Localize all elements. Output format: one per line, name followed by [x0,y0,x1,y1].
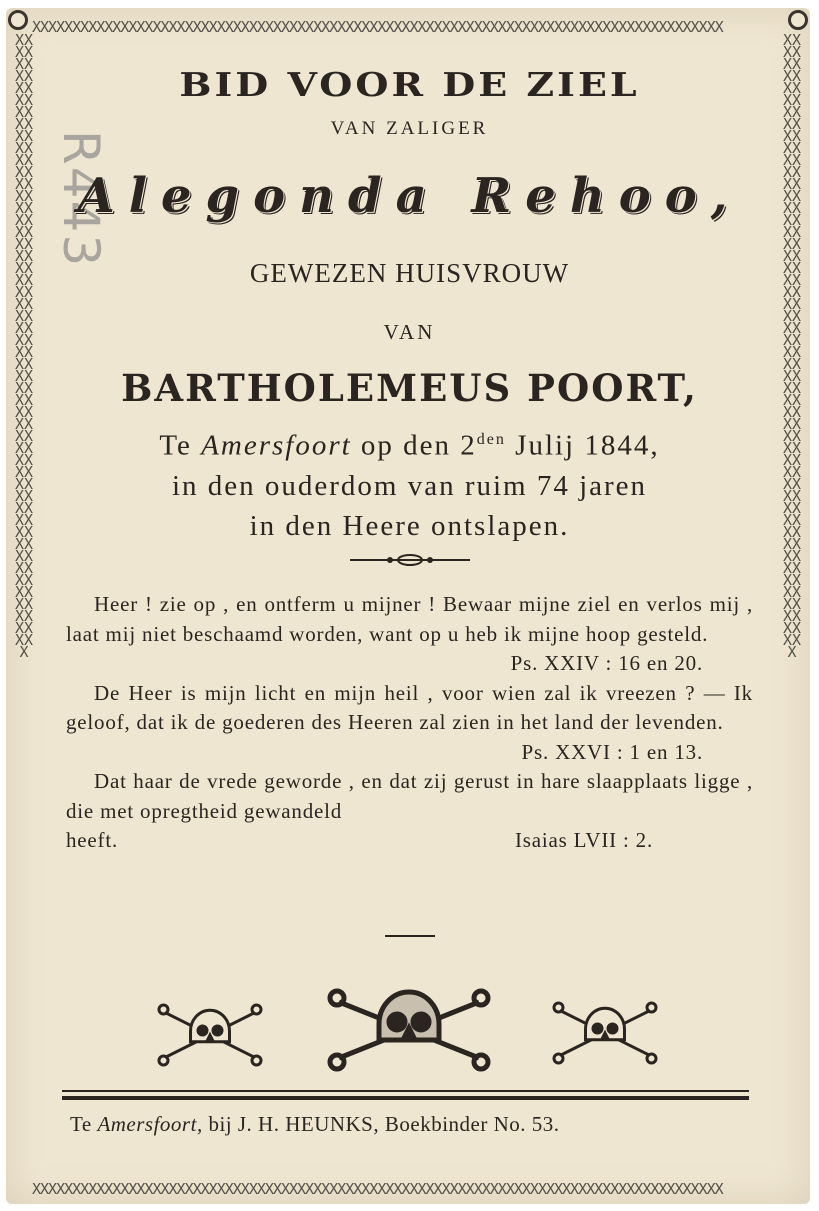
verse-reference: Ps. XXVI : 1 en 13. [521,739,703,764]
van-line: VAN [383,320,436,344]
verse-reference: Ps. XXIV : 16 en 20. [510,651,703,675]
age-line: in den ouderdom van ruim 74 jaren [171,469,648,502]
lace-border-left: XXXXXXXXXXXXXXXXXXXXXXXXXXXXXXXXXXXXXXXXXXXXXXXXXXXXXXXXXXXXXXXXXXXXXXXXXXXXXXXXXXXXXXXXXXXXXXXXXXXXXXX [14,34,34,661]
lace-border-top: XXXXXXXXXXXXXXXXXXXXXXXXXXXXXXXXXXXXXXXXXXXXXXXXXXXXXXXXXXXXXXXXXXXXXXXXXXXXXXXXXXXXXX [32,18,723,36]
verse-text: Dat haar de vrede geworde , en dat zij gerust in hare slaapplaats ligge , die met opregtheid gewandeld [66,769,753,823]
scripture-verses [66,590,753,856]
place-name: Amersfoort [201,429,352,462]
verse-text: De Heer is mijn licht en mijn heil , voor wien zal ik vreezen ? — Ik geloof, dat ik de goederen des Heeren zal zien in het land der levenden. [66,680,753,734]
widow-line: GEWEZEN HUISVROUW [249,258,570,288]
subtitle-van-zaliger: VAN ZALIGER [330,118,489,139]
verse-final-line: heeft. Isaias LVII : 2. [66,826,753,856]
verse-reference: Isaias LVII : 2. [515,828,653,852]
skull-crossbones-icon [554,1003,656,1063]
date-line: Te Amersfoort op den $2^{den}$ Julij 1844, [159,429,660,462]
deceased-name: Alegonda Rehoo, [77,168,742,224]
divider-ornament [60,550,759,570]
thick-rule [62,1096,749,1100]
corner-ornament [788,10,808,30]
printer-imprint: Te Amersfoort, bij J. H. HEUNKS, Boekbinder No. 53. [70,1112,560,1136]
verse-text: Heer ! zie op , en ontferm u mijner ! Bewaar mijne ziel en verlos mij , laat mij niet beschaamd worden, want op u heb ik mijne hoop gesteld. [66,592,753,646]
title-heading: BID VOOR DE ZIEL [179,65,640,104]
corner-ornament [8,10,28,30]
husband-name: BARTHOLEMEUS POORT, [121,366,698,410]
skull-crossbones-icon [330,991,488,1069]
skull-crossbones-row [150,985,669,1075]
lace-border-right: XXXXXXXXXXXXXXXXXXXXXXXXXXXXXXXXXXXXXXXXXXXXXXXXXXXXXXXXXXXXXXXXXXXXXXXXXXXXXXXXXXXXXXXXXXXXXXXXXXXXXXX [782,34,802,661]
imprint-place: Amersfoort, [97,1112,203,1136]
lace-border-bottom: XXXXXXXXXXXXXXXXXXXXXXXXXXXXXXXXXXXXXXXXXXXXXXXXXXXXXXXXXXXXXXXXXXXXXXXXXXXXXXXXXXXXXX [32,1180,723,1198]
thin-rule [62,1090,749,1092]
pencil-inventory-note: R443 [52,130,110,269]
skull-crossbones-icon [159,1005,261,1065]
short-divider [60,928,759,938]
death-details [60,420,759,546]
final-line: in den Heere ontslapen. [249,509,570,542]
